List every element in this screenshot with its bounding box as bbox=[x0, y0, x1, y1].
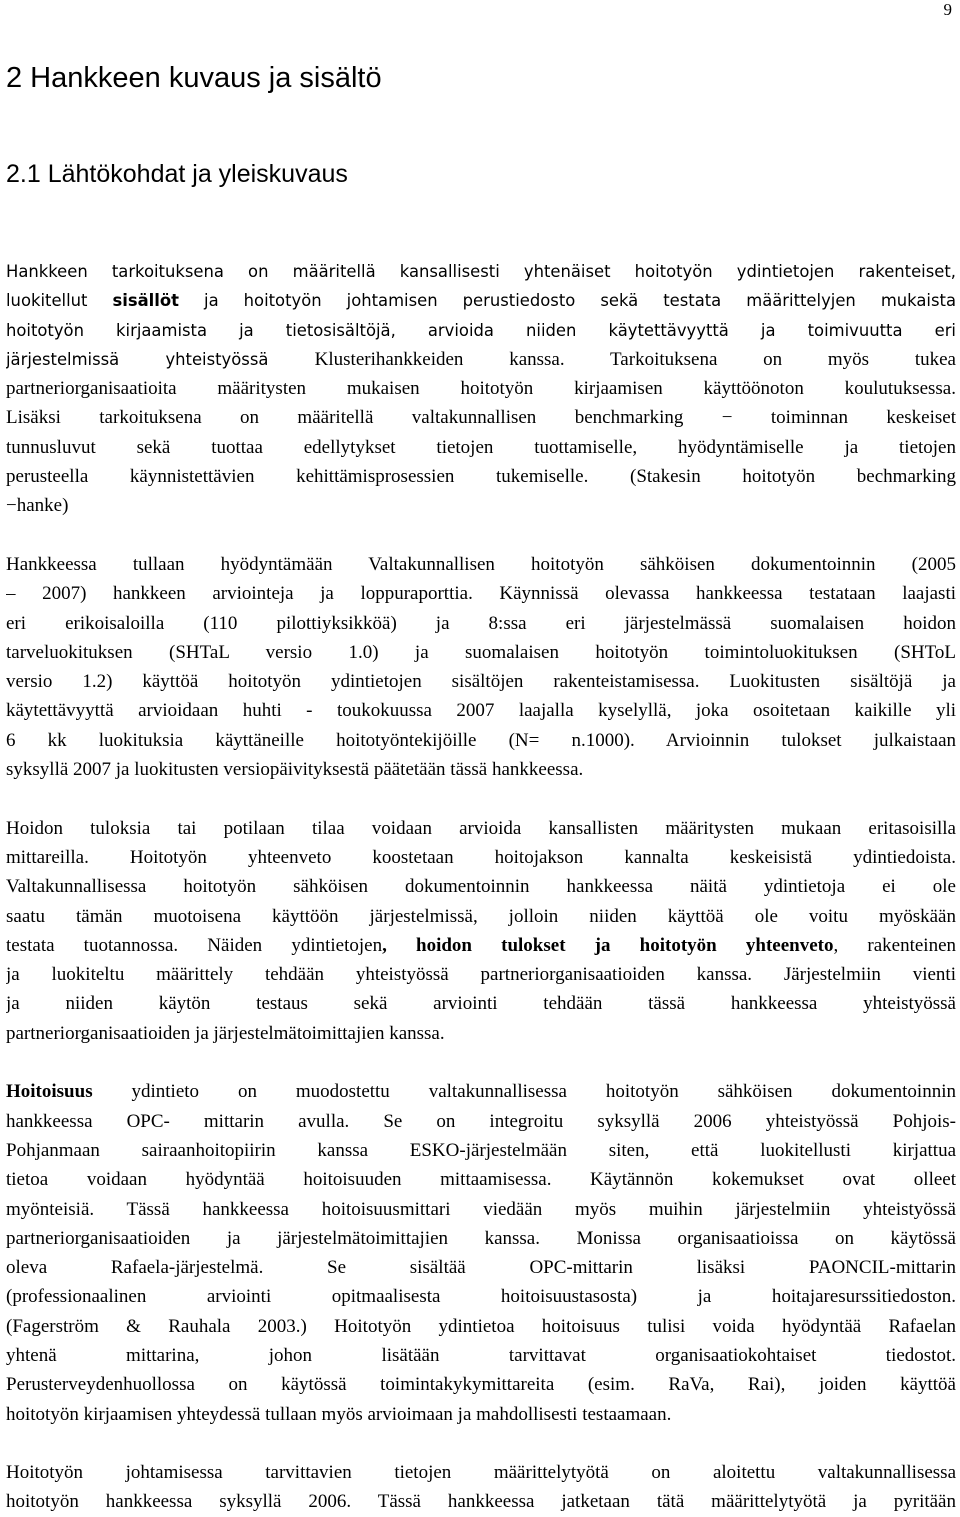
text-line bbox=[6, 579, 956, 608]
text-line bbox=[6, 843, 956, 872]
text-line bbox=[6, 755, 956, 784]
text-run: ja luokiteltu määrittely tehdään yhteistyössä partneriorganisaatioiden kanssa. Järjestelmiin vienti bbox=[6, 964, 956, 986]
text-line bbox=[6, 550, 956, 579]
text-line bbox=[6, 726, 956, 755]
text-line bbox=[6, 462, 956, 491]
subsection-heading: 2.1 Lähtökohdat ja yleiskuvaus bbox=[6, 160, 348, 188]
text-run: eri erikoisaloilla (110 pilottiyksikköä) ja 8:ssa eri järjestelmässä suomalaisen hoidon bbox=[6, 612, 956, 634]
text-line bbox=[6, 814, 956, 843]
text-run: tietoa voidaan hyödyntää hoitoisuuden mittaamisessa. Käytännön kokemukset ovat olleet bbox=[6, 1169, 956, 1191]
text-line bbox=[6, 1312, 956, 1341]
paragraph-gap bbox=[6, 1048, 956, 1077]
paragraph-gap bbox=[6, 1429, 956, 1458]
text-run: tarveluokituksen (SHTaL versio 1.0) ja suomalaisen hoitotyön toimintoluokituksen (SHToL bbox=[6, 641, 956, 663]
text-line bbox=[6, 316, 956, 345]
text-line bbox=[6, 1370, 956, 1399]
text-run: Hankkeessa tullaan hyödyntämään Valtakunnallisen hoitotyön sähköisen dokumentoinnin (2005 bbox=[6, 553, 956, 575]
section-heading: 2 Hankkeen kuvaus ja sisältö bbox=[6, 62, 382, 94]
text-run: Pohjanmaan sairaanhoitopiirin kanssa ESKO-järjestelmään siten, että luokitellusti kirjattua bbox=[6, 1139, 956, 1161]
text-line bbox=[6, 403, 956, 432]
text-run: luokitellut bbox=[6, 291, 113, 311]
text-run: syksyllä 2007 ja luokitusten versiopäivityksestä päätetään tässä hankkeessa. bbox=[6, 759, 584, 781]
text-run: hoitotyön hankkeessa syksyllä 2006. Tässä hankkeessa jatketaan tätä määrittelytyötä ja pyritään bbox=[6, 1491, 956, 1513]
text-run: saatu tämän muotoisena käyttöön järjestelmissä, jolloin niiden käyttöä ole voitu myöskään bbox=[6, 905, 956, 927]
text-run: tunnusluvut sekä tuottaa edellytykset tietojen tuottamiselle, hyödyntämiselle ja tietojen bbox=[6, 436, 956, 458]
text-line bbox=[6, 1019, 956, 1048]
body-text bbox=[6, 257, 956, 1517]
text-run: Hoitotyön johtamisessa tarvittavien tietojen määrittelytyötä on aloitettu valtakunnallisessa bbox=[6, 1462, 956, 1484]
text-line bbox=[6, 960, 956, 989]
text-line bbox=[6, 638, 956, 667]
text-run: Perusterveydenhuollossa on käytössä toimintakykymittareita (esim. RaVa, Rai), joiden käyttöä bbox=[6, 1374, 956, 1396]
text-line bbox=[6, 286, 956, 315]
text-run: (professionaalinen arviointi opitmaalisesta hoitoisuustasosta) ja hoitajaresurssitiedoston. bbox=[6, 1286, 956, 1308]
text-run: −hanke) bbox=[6, 495, 69, 517]
text-run: yhtenä mittarina, johon lisätään tarvittavat organisaatiokohtaiset tiedostot. bbox=[6, 1344, 956, 1366]
text-line bbox=[6, 1195, 956, 1224]
text-line bbox=[6, 491, 956, 520]
text-line bbox=[6, 1282, 956, 1311]
text-line bbox=[6, 931, 956, 960]
text-run: Tarkoituksena on myös tukea bbox=[564, 348, 956, 370]
text-run: testata tuotannossa. Näiden ydintietojen bbox=[6, 934, 383, 956]
text-line bbox=[6, 433, 956, 462]
text-line bbox=[6, 1487, 956, 1516]
text-run: ja niiden käytön testaus sekä arviointi tehdään tässä hankkeessa yhteistyössä bbox=[6, 993, 956, 1015]
text-line bbox=[6, 1400, 956, 1429]
text-run: ydintieto on muodostettu valtakunnallisessa hoitotyön sähköisen dokumentoinnin bbox=[92, 1081, 956, 1103]
text-line bbox=[6, 1077, 956, 1106]
paragraph bbox=[6, 550, 956, 784]
text-run: 6 kk luokituksia käyttäneille hoitotyöntekijöille (N= n.1000). Arvioinnin tulokset julkaistaan bbox=[6, 729, 956, 751]
text-run: Klusterihankkeiden kanssa. bbox=[314, 348, 565, 370]
text-run: perusteella käynnistettävien kehittämisprosessien tukemiselle. (Stakesin hoitotyön bechmarking bbox=[6, 466, 956, 488]
text-run: , rakenteinen bbox=[833, 934, 956, 956]
bold-text: sisällöt bbox=[112, 291, 180, 311]
text-run: ja hoitotyön johtamisen perustiedosto sekä testata määrittelyjen mukaista bbox=[179, 291, 956, 311]
text-line bbox=[6, 609, 956, 638]
text-line bbox=[6, 1341, 956, 1370]
bold-text: , hoidon tulokset ja hoitotyön yhteenveto bbox=[382, 934, 834, 956]
text-line bbox=[6, 1253, 956, 1282]
text-line bbox=[6, 374, 956, 403]
text-run: hankkeessa OPC- mittarin avulla. Se on integroitu syksyllä 2006 yhteistyössä Pohjois- bbox=[6, 1110, 956, 1132]
text-run: versio 1.2) käyttöä hoitotyön ydintietojen sisältöjen rakenteistamisessa. Luokitusten sisältöjä ja bbox=[6, 671, 956, 693]
text-line bbox=[6, 345, 956, 374]
text-line bbox=[6, 1224, 956, 1253]
text-run: hoitotyön kirjaamisen yhteydessä tullaan myös arvioimaan ja mahdollisesti testaamaan. bbox=[6, 1403, 672, 1425]
text-line bbox=[6, 257, 956, 286]
text-line bbox=[6, 696, 956, 725]
text-run: partneriorganisaatioita määritysten mukaisen hoitotyön kirjaamisen käyttöönoton koulutuksessa. bbox=[6, 378, 956, 400]
page-number: 9 bbox=[943, 0, 952, 19]
text-line bbox=[6, 872, 956, 901]
text-line bbox=[6, 1107, 956, 1136]
text-line bbox=[6, 1165, 956, 1194]
text-run: Lisäksi tarkoituksena on määritellä valtakunnallisen benchmarking − toiminnan keskeiset bbox=[6, 407, 956, 429]
text-run: (Fagerström & Rauhala 2003.) Hoitotyön ydintietoa hoitoisuus tulisi voida hyödyntää Rafaelan bbox=[6, 1315, 956, 1337]
bold-text: Hoitoisuus bbox=[6, 1081, 93, 1103]
text-line bbox=[6, 989, 956, 1018]
text-line bbox=[6, 902, 956, 931]
text-line bbox=[6, 1136, 956, 1165]
text-run: – 2007) hankkeen arviointeja ja loppuraporttia. Käynnissä olevassa hankkeessa testataan laajasti bbox=[6, 583, 956, 605]
text-run: oleva Rafaela-järjestelmä. Se sisältää OPC-mittarin lisäksi PAONCIL-mittarin bbox=[6, 1257, 956, 1279]
text-run: käytettävyyttä arvioidaan huhti - toukokuussa 2007 laajalla kyselyllä, joka osoitetaan kaikille yli bbox=[6, 700, 956, 722]
text-run: partneriorganisaatioiden ja järjestelmätoimittajien kanssa. Monissa organisaatioissa on käytössä bbox=[6, 1227, 956, 1249]
text-run: järjestelmissä yhteistyössä bbox=[6, 349, 315, 369]
paragraph bbox=[6, 1077, 956, 1429]
text-run: Valtakunnallisessa hoitotyön sähköisen dokumentoinnin hankkeessa näitä ydintietoja ei ole bbox=[6, 876, 956, 898]
text-run: hoitotyön kirjaamista ja tietosisältöjä, arvioida niiden käytettävyyttä ja toimivuutta eri bbox=[6, 320, 956, 340]
paragraph-gap bbox=[6, 521, 956, 550]
text-line bbox=[6, 1458, 956, 1487]
text-run: Hankkeen tarkoituksena on määritellä kansallisesti yhtenäiset hoitotyön ydintietojen rakenteiset, bbox=[6, 262, 956, 281]
text-run: partneriorganisaatioiden ja järjestelmätoimittajien kanssa. bbox=[6, 1022, 445, 1044]
text-line bbox=[6, 667, 956, 696]
paragraph bbox=[6, 1458, 956, 1517]
paragraph bbox=[6, 257, 956, 521]
paragraph-gap bbox=[6, 784, 956, 813]
text-run: mittareilla. Hoitotyön yhteenveto koostetaan hoitojakson kannalta keskeisistä ydintiedoista. bbox=[6, 846, 956, 868]
paragraph bbox=[6, 814, 956, 1048]
text-run: myönteisiä. Tässä hankkeessa hoitoisuusmittari viedään myös muihin järjestelmiin yhteistyössä bbox=[6, 1198, 956, 1220]
text-run: Hoidon tuloksia tai potilaan tilaa voidaan arvioida kansallisten määritysten mukaan eritasoisilla bbox=[6, 817, 956, 839]
